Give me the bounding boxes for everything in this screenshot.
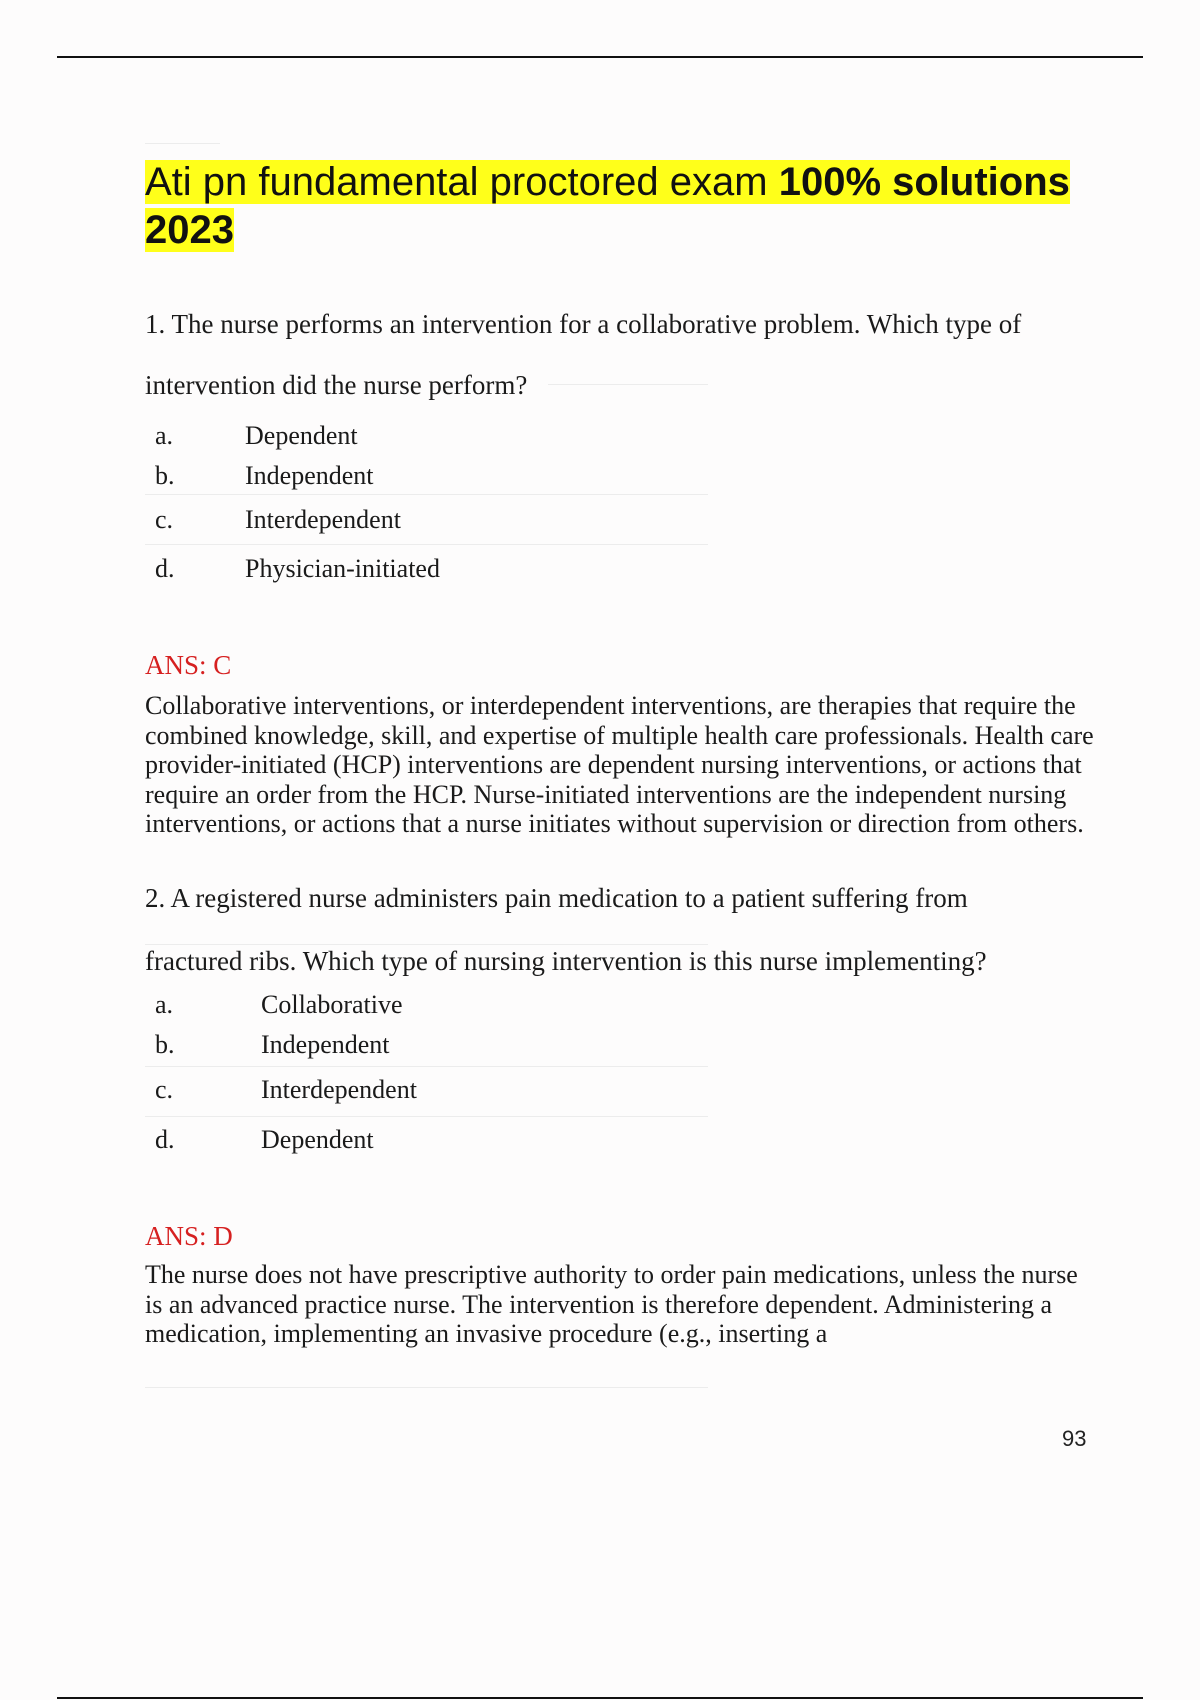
question-1-line-2: intervention did the nurse perform? [145, 370, 528, 400]
q1-option-b-text: Independent [245, 461, 374, 490]
footer-rule [57, 1697, 1143, 1699]
q1-option-a-text: Dependent [245, 421, 358, 450]
q2-option-b-letter: b. [155, 1030, 175, 1059]
divider [145, 1066, 708, 1067]
divider [548, 384, 708, 385]
divider [145, 1116, 708, 1117]
header-rule [57, 56, 1143, 58]
question-1-line-1: 1. The nurse performs an intervention for a collaborative problem. Which type of [145, 309, 1022, 339]
q1-answer: ANS: C [145, 650, 232, 680]
question-2-line-1: 2. A registered nurse administers pain medication to a patient suffering from [145, 883, 968, 913]
divider [145, 494, 708, 495]
q2-option-a-letter: a. [155, 990, 174, 1019]
q2-option-b-text: Independent [261, 1030, 390, 1059]
page-number: 93 [1062, 1426, 1087, 1451]
q2-answer: ANS: D [145, 1221, 233, 1251]
q1-option-d-letter: d. [155, 554, 175, 583]
divider [145, 1387, 708, 1388]
q1-option-d-text: Physician-initiated [245, 554, 440, 583]
divider [145, 544, 708, 545]
q1-option-c-letter: c. [155, 505, 174, 534]
page-title [145, 158, 1085, 254]
q2-option-c-letter: c. [155, 1075, 174, 1104]
q2-rationale: The nurse does not have prescriptive authority to order pain medications, unless the nurse is an advanced practice nurse. The intervention is therefore dependent. Administering a medication, implementing an invasive procedure (e.g., inserting a [145, 1260, 1078, 1348]
q1-rationale: Collaborative interventions, or interdependent interventions, are therapies that require the combined knowledge, skill, and expertise of multiple health care professionals. Health care provider-initiated (HCP) interventions are dependent nursing interventions, or actions that require an order from the HCP. Nurse-initiated interventions are the independent nursing interventions, or actions that a nurse initiates without supervision or direction from others. [145, 691, 1094, 838]
question-2-line-2: fractured ribs. Which type of nursing intervention is this nurse implementing? [145, 946, 987, 976]
q1-option-b-letter: b. [155, 461, 175, 490]
title-normal: Ati pn fundamental proctored exam [145, 160, 779, 204]
q1-option-c-text: Interdependent [245, 505, 401, 534]
q2-option-c-text: Interdependent [261, 1075, 417, 1104]
q1-option-a-letter: a. [155, 421, 174, 450]
divider [145, 143, 220, 144]
q2-option-a-text: Collaborative [261, 990, 403, 1019]
q2-option-d-text: Dependent [261, 1125, 374, 1154]
q2-option-d-letter: d. [155, 1125, 175, 1154]
title-bold: 100% solutions 2023 [145, 160, 1070, 252]
